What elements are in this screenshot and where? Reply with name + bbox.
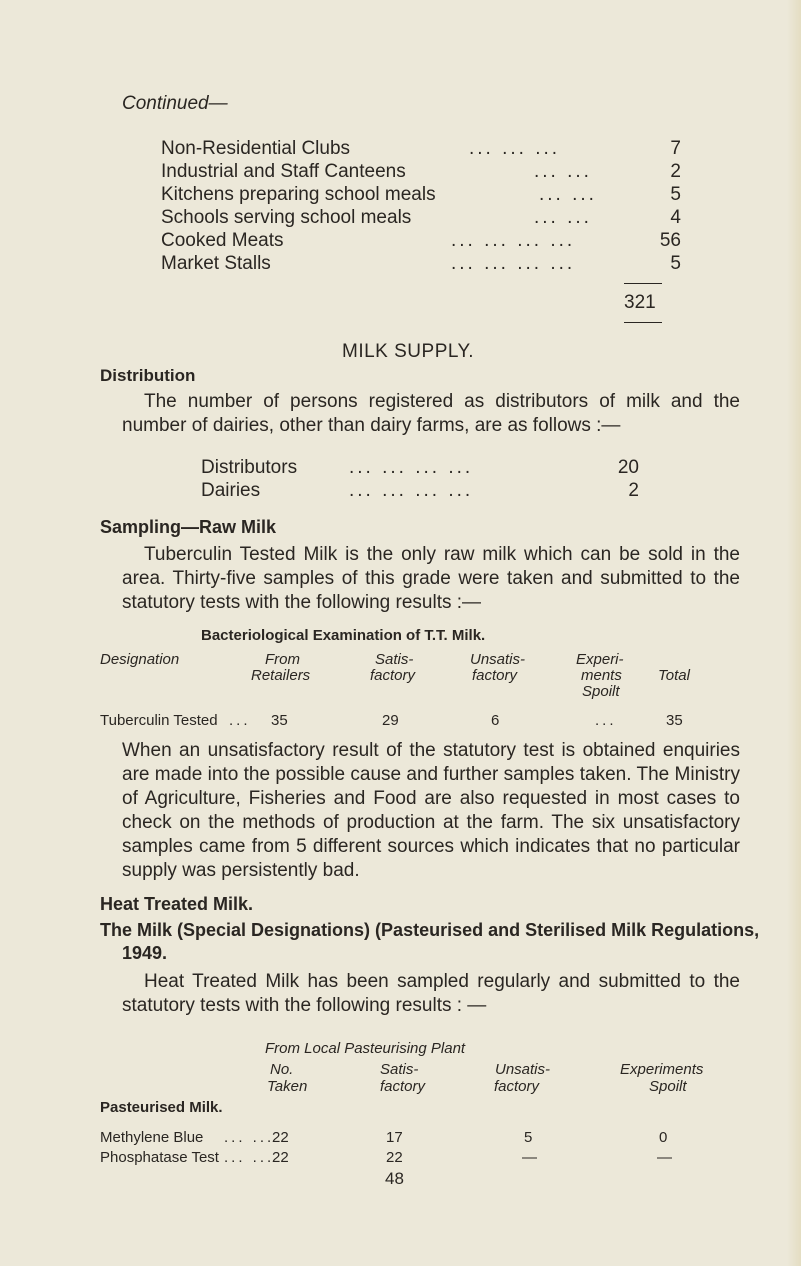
table-cell-from: 35 (271, 712, 288, 729)
dot-leader: ... ... ... ... (349, 480, 474, 501)
column-header-from: Retailers (251, 667, 311, 684)
dot-leader: ... ... ... (469, 138, 561, 159)
column-header-experiments: ments (581, 667, 622, 684)
column-header-experiments: Experi- (576, 651, 624, 668)
distribution-paragraph: The number of persons registered as distributors of milk and the number of dairies, other than dairy farms, are as follows :— (122, 391, 740, 436)
heat-treated-heading: Heat Treated Milk. (100, 894, 254, 914)
page-edge-shadow (787, 0, 801, 1266)
table-row-label: Methylene Blue (100, 1129, 204, 1146)
dot-leader: ... ... ... ... (451, 253, 576, 274)
table-cell-unsatisfactory: — (522, 1149, 537, 1166)
dairies-label: Dairies (201, 480, 261, 501)
table-cell-satisfactory: 29 (382, 712, 399, 729)
table-cell-total: 35 (666, 712, 683, 729)
list-item (201, 479, 639, 503)
premises-value: 56 (659, 230, 681, 251)
premises-label: Market Stalls (161, 253, 271, 274)
column-header-unsatisfactory: factory (494, 1078, 540, 1095)
list-item (161, 252, 681, 276)
column-header-experiments: Experiments (620, 1061, 704, 1078)
list-item (161, 183, 681, 207)
column-header-experiments: Spoilt (649, 1078, 687, 1095)
column-header-experiments: Spoilt (582, 683, 620, 700)
continued-label: Continued— (122, 93, 228, 114)
list-item (161, 160, 681, 184)
list-item (161, 137, 681, 161)
premises-label: Schools serving school meals (161, 207, 412, 228)
list-item (201, 456, 639, 480)
column-header-from: From (265, 651, 300, 668)
distributors-value: 20 (617, 457, 639, 478)
column-header-unsatisfactory: factory (472, 667, 518, 684)
list-item (161, 206, 681, 230)
table-cell-number: 22 (272, 1149, 289, 1166)
dairies-value: 2 (628, 480, 639, 501)
premises-label: Kitchens preparing school meals (161, 184, 436, 205)
column-header-unsatisfactory: Unsatis- (495, 1061, 551, 1078)
dot-leader: ... ... (539, 184, 597, 205)
table-cell-experiments: ... (595, 712, 617, 729)
table-cell-satisfactory: 17 (386, 1129, 403, 1146)
dot-leader: ... ... ... ... (451, 230, 576, 251)
column-header-satisfactory: Satis- (375, 651, 414, 668)
column-header-satisfactory: factory (370, 667, 416, 684)
premises-label: Industrial and Staff Canteens (161, 161, 406, 182)
column-header-satisfactory: factory (380, 1078, 426, 1095)
page-number: 48 (385, 1169, 404, 1188)
table-row-label: Phosphatase Test (100, 1149, 219, 1166)
dot-leader: ... ... (534, 161, 592, 182)
table-cell-experiments: — (657, 1149, 672, 1166)
table-cell-experiments: 0 (659, 1129, 668, 1146)
sampling-heading: Sampling—Raw Milk (100, 517, 277, 537)
premises-value: 7 (670, 138, 681, 159)
table-cell-unsatisfactory: 6 (491, 712, 500, 729)
premises-label: Cooked Meats (161, 230, 284, 251)
dot-leader: ... ... (224, 1149, 275, 1166)
table-cell-unsatisfactory: 5 (524, 1129, 533, 1146)
distribution-heading: Distribution (100, 366, 196, 385)
list-item (161, 229, 681, 253)
table-cell-number: 22 (272, 1129, 289, 1146)
dot-leader: ... ... (534, 207, 592, 228)
column-header-designation: Designation (100, 651, 180, 668)
premises-value: 5 (670, 253, 681, 274)
dot-leader: ... ... (224, 1129, 275, 1146)
total-rule-top (624, 283, 662, 284)
pasteurised-section-label: Pasteurised Milk. (100, 1099, 223, 1116)
dot-leader: ... (229, 712, 251, 729)
distributors-label: Distributors (201, 457, 298, 478)
section-title-milk-supply: MILK SUPPLY. (342, 341, 475, 362)
bacteriological-table-title: Bacteriological Examination of T.T. Milk. (201, 627, 486, 644)
premises-total: 321 (624, 292, 656, 313)
heat-treated-paragraph: Heat Treated Milk has been sampled regularly and submitted to the statutory tests with the following results : — (122, 971, 740, 1016)
column-header-number: No. (270, 1061, 294, 1078)
dot-leader: ... ... ... ... (349, 457, 474, 478)
column-header-satisfactory: Satis- (380, 1061, 419, 1078)
column-header-number: Taken (267, 1078, 308, 1095)
column-header-total: Total (658, 667, 690, 684)
sampling-paragraph: Tuberculin Tested Milk is the only raw milk which can be sold in the area. Thirty-five samples of this grade were taken and submitted to the statutory tests with the following results :— (122, 544, 740, 613)
regulations-heading: The Milk (Special Designations) (Pasteurised and Sterilised Milk Regulations, 1949. (100, 920, 760, 963)
table-cell-satisfactory: 22 (386, 1149, 403, 1166)
table-row-label: Tuberculin Tested (100, 712, 218, 729)
premises-value: 4 (670, 207, 681, 228)
unsatisfactory-paragraph: When an unsatisfactory result of the statutory test is obtained enquiries are made into the possible cause and further samples taken. The Ministry of Agriculture, Fisheries and Food are also requested in most cases to check on the methods of production at the farm. The six unsatisfactory samples came from 5 different sources which indicates that no particular supply was persistently bad. (122, 740, 740, 881)
total-rule-bottom (624, 322, 662, 323)
premises-label: Non-Residential Clubs (161, 138, 351, 159)
column-header-unsatisfactory: Unsatis- (470, 651, 526, 668)
premises-value: 2 (670, 161, 681, 182)
table-super-header: From Local Pasteurising Plant (265, 1040, 466, 1057)
premises-value: 5 (670, 184, 681, 205)
